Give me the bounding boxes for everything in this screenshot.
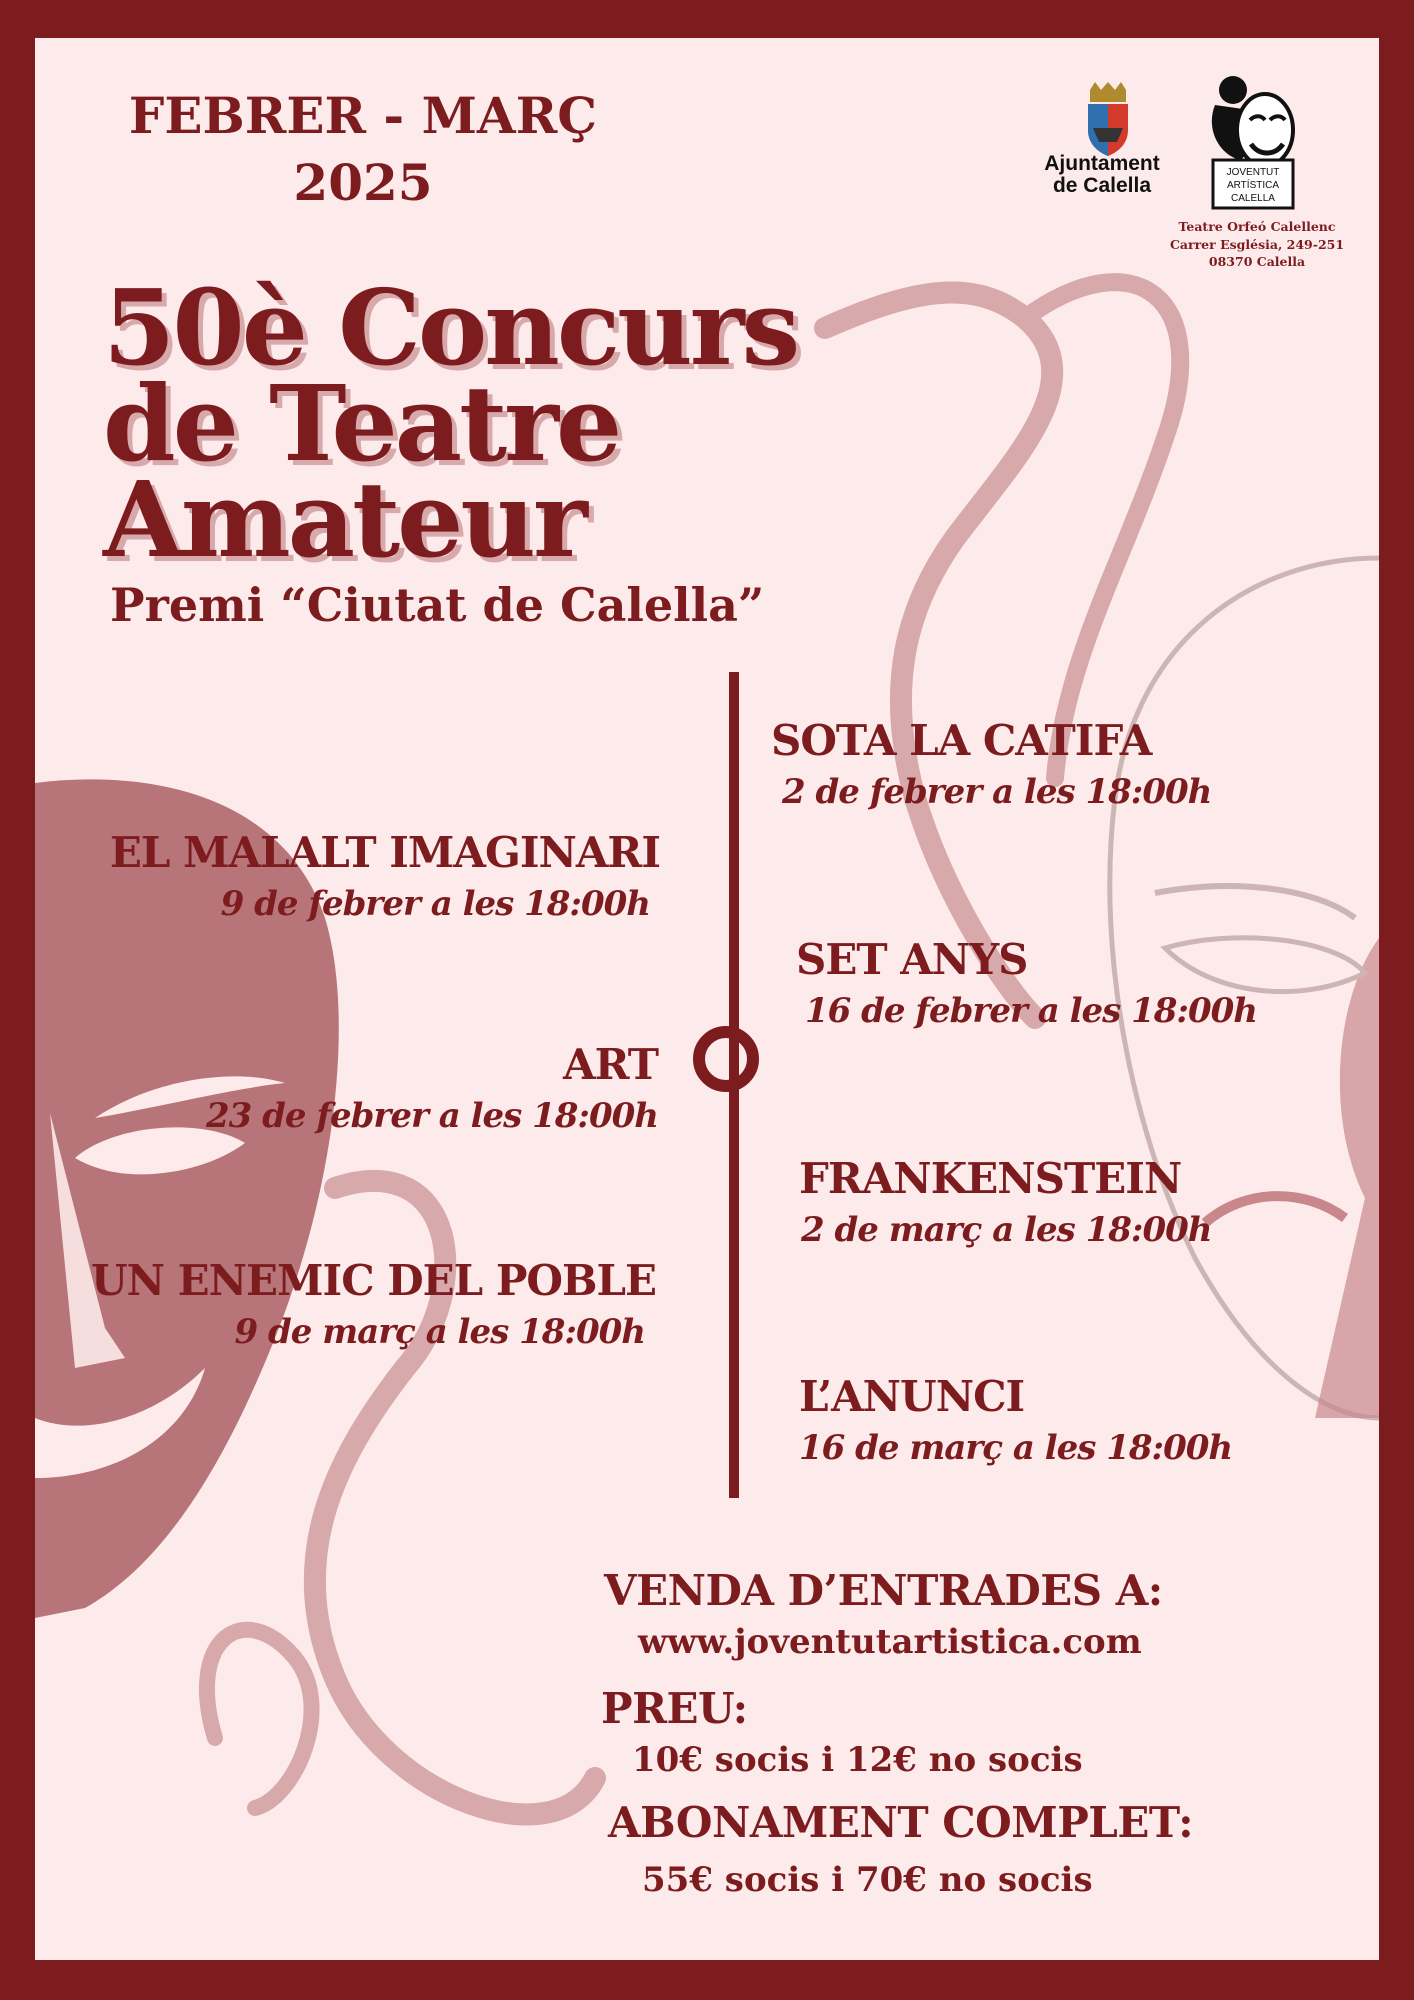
- right-mask-fill: [1315, 938, 1379, 1418]
- event-name: ART: [562, 1040, 658, 1089]
- price-value: 10€ socis i 12€ no socis: [632, 1740, 1083, 1780]
- date-range: FEBRER - MARÇ: [128, 86, 598, 145]
- joventut-line1: JOVENTUT: [1226, 167, 1280, 178]
- price-label: PREU:: [601, 1684, 748, 1733]
- event-date: 16 de febrer a les 18:00h: [805, 991, 1258, 1031]
- subtitle: Premi “Ciutat de Calella”: [110, 578, 765, 632]
- pass-label: ABONAMENT COMPLET:: [608, 1798, 1194, 1847]
- ajuntament-line2: de Calella: [1052, 174, 1152, 198]
- right-mask-eye: [1165, 938, 1365, 992]
- event-name: L’ANUNCI: [799, 1372, 1025, 1421]
- event-name: SET ANYS: [796, 935, 1028, 984]
- theatre-masks-logo-icon: [1195, 60, 1305, 220]
- pass-value: 55€ socis i 70€ no socis: [642, 1860, 1093, 1900]
- joventut-line2: ARTÍSTICA: [1226, 180, 1280, 191]
- timeline-ring-icon: [693, 1026, 759, 1092]
- tickets-url[interactable]: www.joventutartistica.com: [638, 1622, 1142, 1662]
- event-name: EL MALALT IMAGINARI: [109, 828, 660, 877]
- venue-name: Teatre Orfeó Calellenc: [1178, 219, 1336, 234]
- event-date: 2 de març a les 18:00h: [801, 1210, 1212, 1250]
- left-ribbon-inner: [207, 1630, 312, 1808]
- joventut-artistica-logo: [1195, 60, 1305, 220]
- event-name: SOTA LA CATIFA: [771, 716, 1152, 765]
- event-date: 16 de març a les 18:00h: [799, 1428, 1233, 1468]
- event-date: 2 de febrer a les 18:00h: [782, 772, 1212, 812]
- right-ribbon: [825, 293, 1052, 1018]
- event-date: 23 de febrer a les 18:00h: [205, 1096, 658, 1136]
- venue-street: Carrer Església, 249-251: [1169, 236, 1345, 252]
- year: 2025: [293, 153, 433, 212]
- tickets-label: VENDA D’ENTRADES A:: [604, 1566, 1163, 1615]
- event-name: UN ENEMIC DEL POBLE: [91, 1256, 657, 1305]
- event-date: 9 de març a les 18:00h: [234, 1312, 645, 1352]
- venue-city: 08370 Calella: [1208, 254, 1306, 269]
- right-mask-brow: [1155, 886, 1355, 918]
- right-mask-mouth: [1205, 1196, 1345, 1223]
- venue-address: [1162, 218, 1352, 271]
- joventut-line3: CALELLA: [1231, 193, 1275, 204]
- event-name: FRANKENSTEIN: [799, 1154, 1182, 1203]
- poster-panel: [35, 38, 1379, 1960]
- title-line-2: de Teatre: [103, 362, 620, 485]
- ajuntament-line1: Ajuntament: [1044, 152, 1160, 175]
- event-date: 9 de febrer a les 18:00h: [220, 884, 650, 924]
- title-line-1: 50è Concurs: [103, 266, 798, 389]
- title-line-3: Amateur: [103, 458, 585, 581]
- ajuntament-label: [1027, 153, 1177, 197]
